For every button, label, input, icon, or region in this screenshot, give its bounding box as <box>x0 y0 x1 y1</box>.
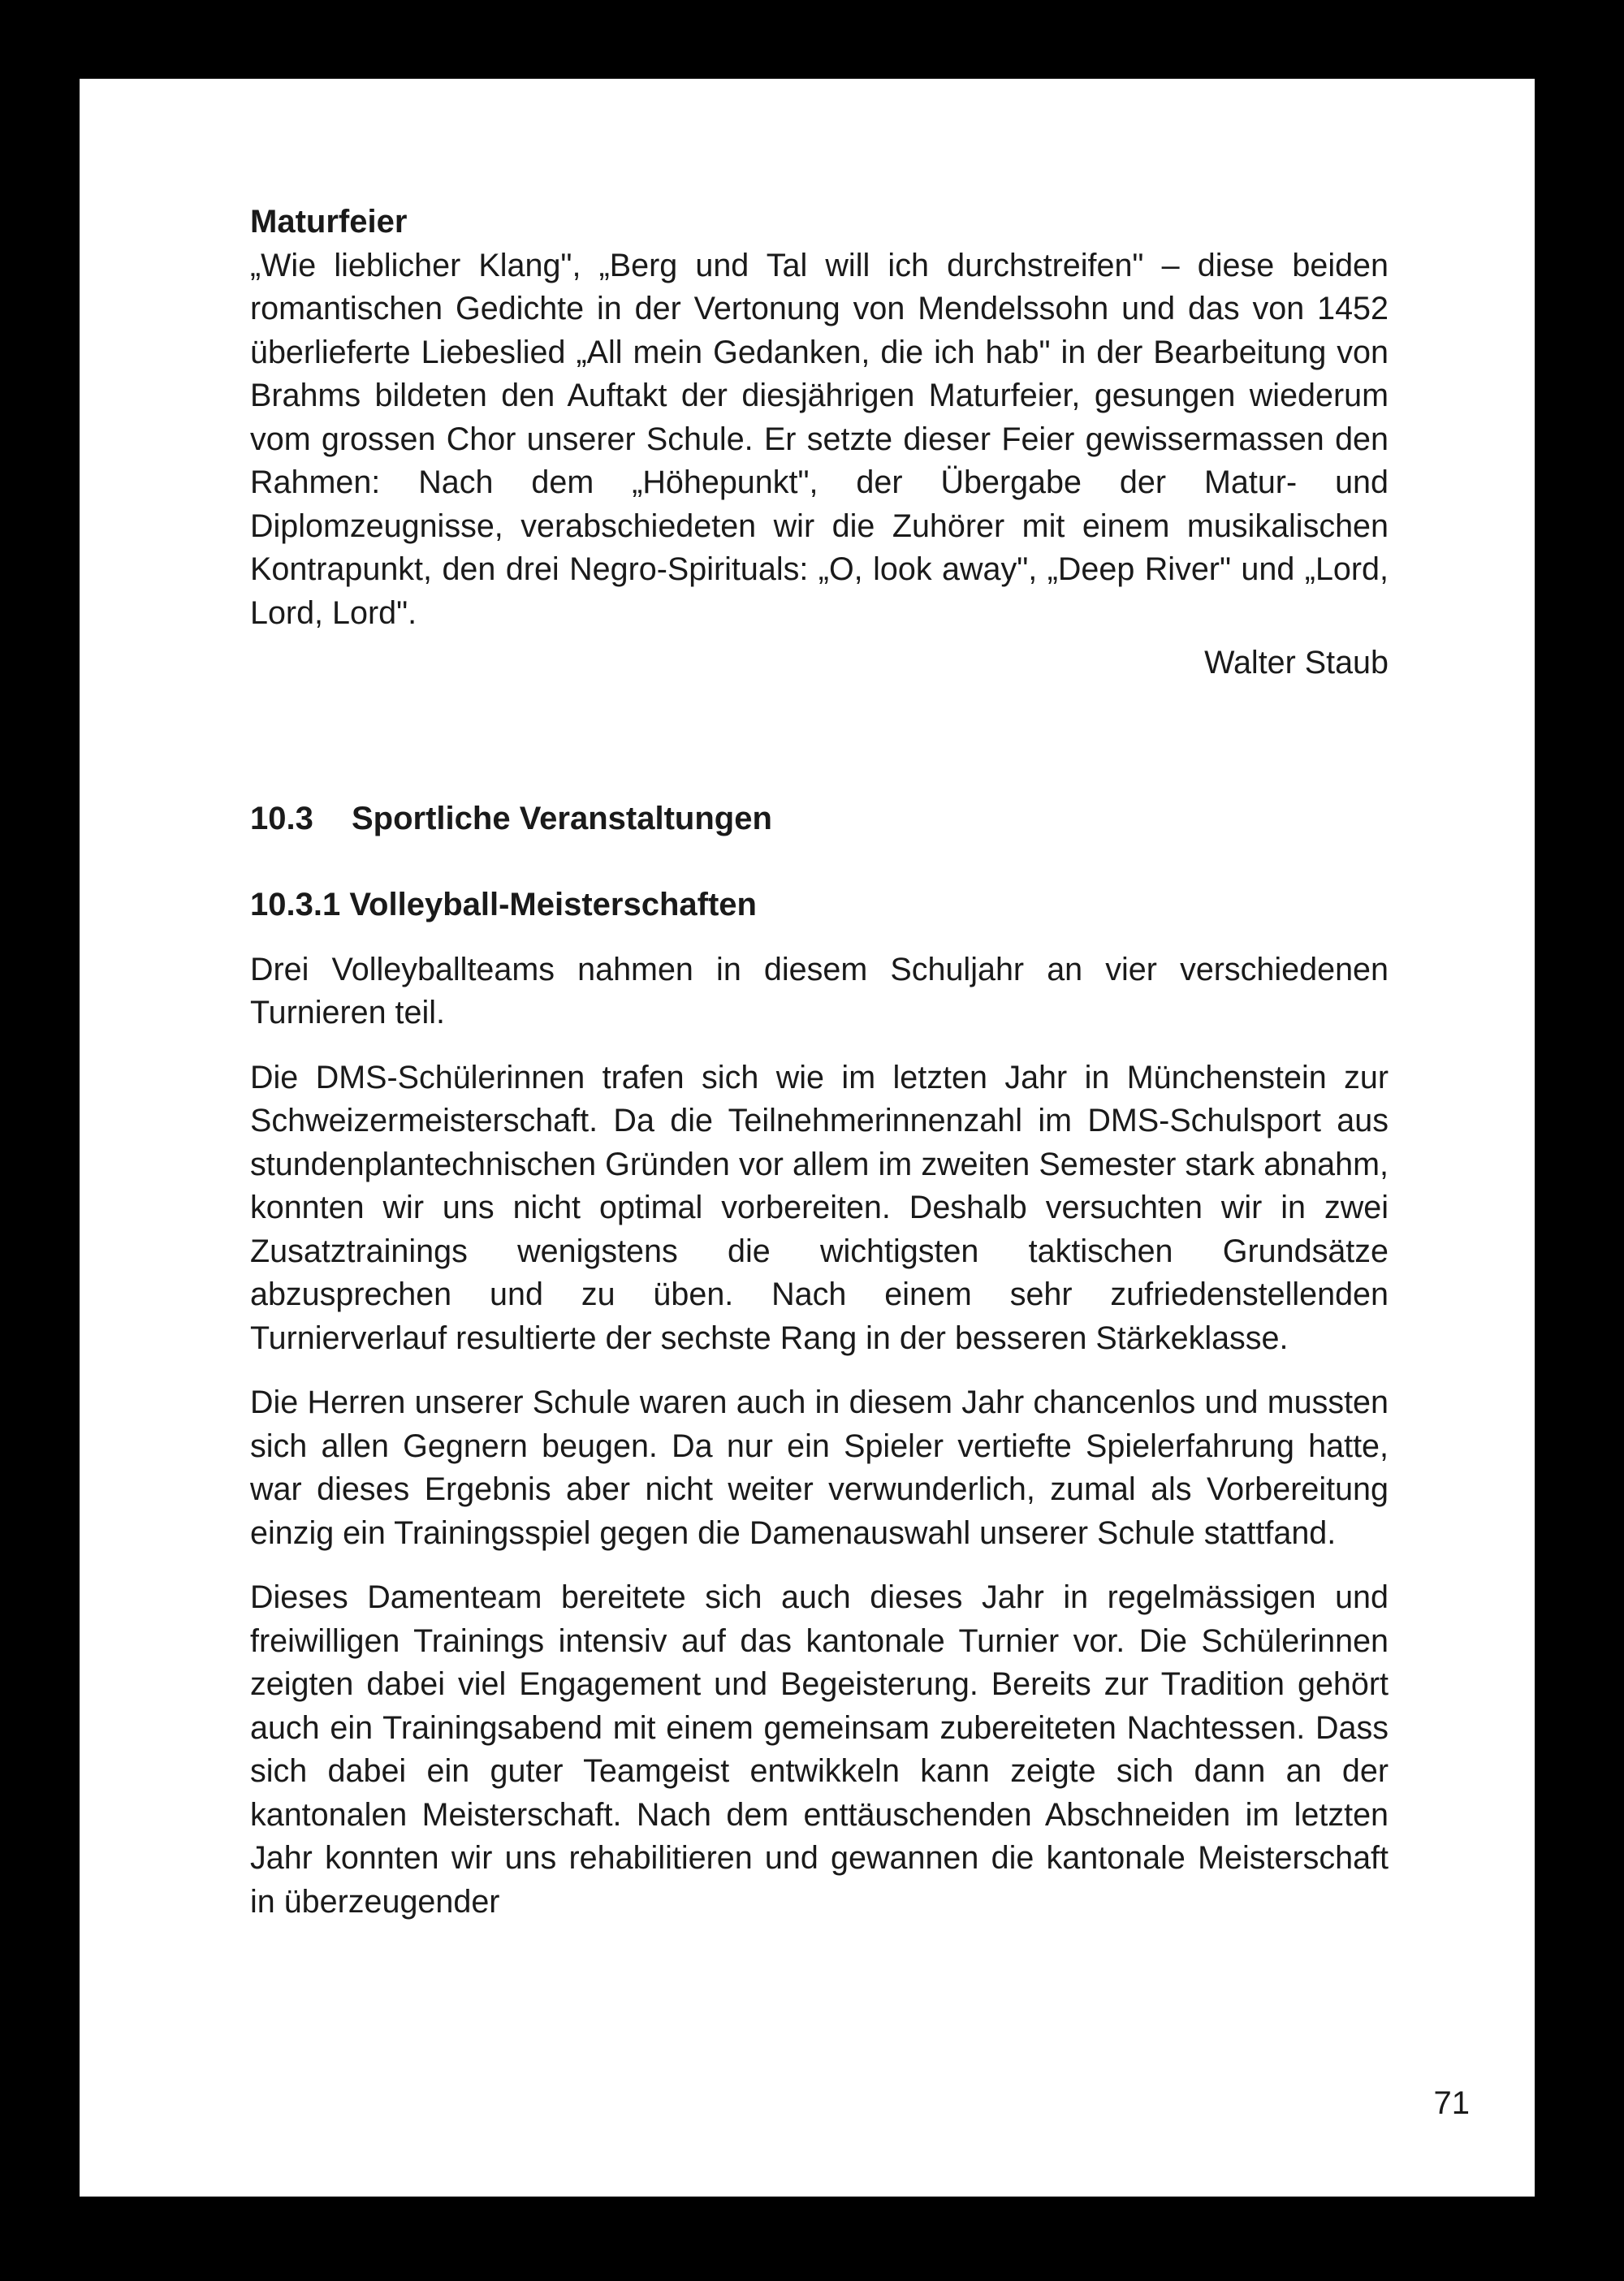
section-heading-sport <box>250 797 1389 841</box>
subsection-heading-volleyball <box>250 883 1389 927</box>
author-signature: Walter Staub <box>1204 645 1389 680</box>
section-number: 10.3 <box>250 800 313 836</box>
maturfeier-paragraph: „Wie lieblicher Klang", „Berg und Tal will ich durchstreifen" – diese beiden romantischen Gedichte in der Vertonung von Mendelssohn und das von 1452 überlieferte Liebeslied „All mein Gedanken, die ich hab" in der Bearbeitung von Brahms bildeten den Auftakt der diesjährigen Maturfeier, gesungen wiederum vom grossen Chor unserer Schule. Er setzte dieser Feier gewissermassen den Rahmen: Nach dem „Höhepunkt", der Übergabe der Matur- und Diplomzeugnisse, verabschiedeten wir die Zuhörer mit einem musikalischen Kontrapunkt, den drei Negro-Spirituals: „O, look away", „Deep River" und „Lord, Lord, Lord". <box>250 247 1389 631</box>
section-title: Sportliche Veranstaltungen <box>352 800 772 836</box>
maturfeier-heading: Maturfeier <box>250 204 408 240</box>
page-number: 71 <box>1433 2085 1470 2121</box>
subsection-number: 10.3.1 <box>250 887 341 922</box>
volleyball-paragraph-4: Dieses Damenteam bereitete sich auch dieses Jahr in regelmässigen und freiwilligen Trainings intensiv auf das kantonale Turnier vor. Die Schülerinnen zeigten dabei viel Engagement und Begeisterung. Bereits zur Tradition gehört auch ein Trainingsabend mit einem gemeinsam zubereiteten Nachtessen. Dass sich dabei ein guter Teamgeist entwikkeln kann zeigte sich dann an der kantonalen Meisterschaft. Nach dem enttäuschenden Abschneiden im letzten Jahr konnten wir uns rehabilitieren und gewannen die kantonale Meisterschaft in überzeugender <box>250 1579 1389 1920</box>
subsection-title: Volleyball-Meisterschaften <box>349 887 757 922</box>
page-content <box>250 201 1389 1924</box>
volleyball-paragraph-3: Die Herren unserer Schule waren auch in diesem Jahr chancenlos und mussten sich allen Gegnern beugen. Da nur ein Spieler vertiefte Spielerfahrung hatte, war dieses Ergebnis aber nicht weiter verwunderlich, zumal als Vorbereitung einzig ein Trainingsspiel gegen die Damenauswahl unserer Schule stattfand. <box>250 1385 1389 1551</box>
volleyball-paragraph-1: Drei Volleyballteams nahmen in diesem Schuljahr an vier verschiedenen Turnieren teil. <box>250 951 1389 1030</box>
document-page <box>80 79 1535 2197</box>
volleyball-paragraph-2: Die DMS-Schülerinnen trafen sich wie im letzten Jahr in Münchenstein zur Schweizermeisterschaft. Da die Teilnehmerinnenzahl im DMS-Schulsport aus stundenplantechnischen Gründen vor allem im zweiten Semester stark abnahm, konnten wir uns nicht optimal vorbereiten. Deshalb versuchten wir in zwei Zusatztrainings wenigstens die wichtigsten taktischen Grundsätze abzusprechen und zu üben. Nach einem sehr zufriedenstellenden Turnierverlauf resultierte der sechste Rang in der besseren Stärkeklasse. <box>250 1059 1389 1356</box>
